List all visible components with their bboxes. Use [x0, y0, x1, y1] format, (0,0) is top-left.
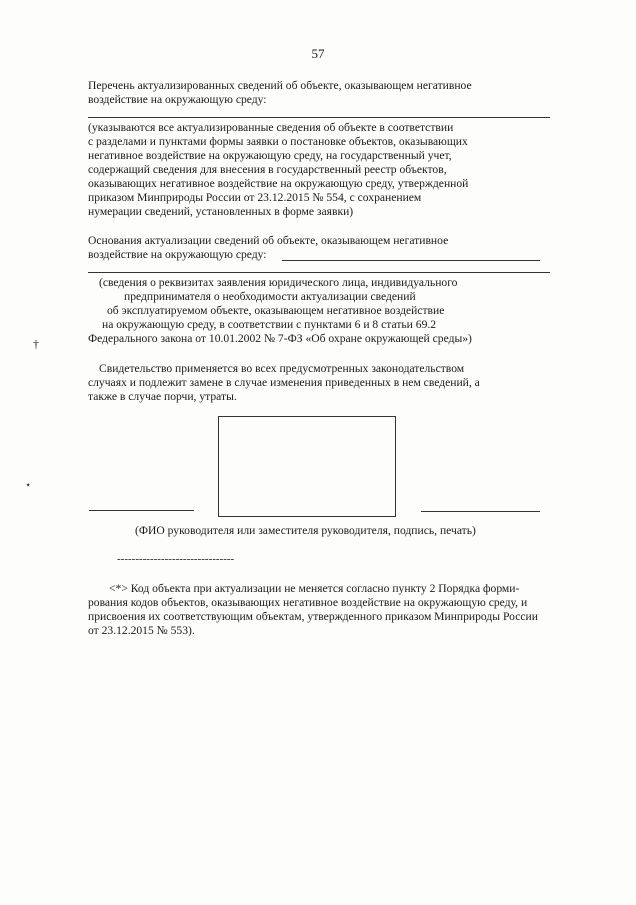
section2-line2: воздействие на окружающую среду: [88, 248, 267, 261]
signature-caption: (ФИО руководителя или заместителя руководителя, подпись, печать) [135, 524, 476, 537]
note1-line: приказом Минприроды России от 23.12.2015 № 554, с сохранением [88, 191, 422, 204]
section2-inline-fill-line [282, 260, 540, 261]
note2-line: предпринимателя о необходимости актуализации сведений [124, 290, 416, 303]
note2-line: Федерального закона от 10.01.2002 № 7-ФЗ «Об охране окружающей среды») [88, 332, 472, 345]
certificate-line: Свидетельство применяется во всех предусмотренных законодательством [99, 362, 465, 375]
note1-line: (указываются все актуализированные сведения об объекте в соответствии [88, 121, 454, 134]
section1-fill-line [88, 117, 550, 118]
scan-speck: ⋆ [25, 480, 32, 491]
note2-line: на окружающую среду, в соответствии с пунктами 6 и 8 статьи 69.2 [102, 318, 437, 331]
note2-line: (сведения о реквизитах заявления юридического лица, индивидуального [99, 276, 458, 289]
note1-line: содержащий сведения для внесения в государственный реестр объектов, [88, 163, 447, 176]
scan-speck: † [33, 337, 39, 351]
footnote-separator: -------------------------------- [117, 553, 235, 565]
signature-line-right [421, 511, 540, 512]
footnote-line: рования кодов объектов, оказывающих негативное воздействие на окружающую среду, и [88, 596, 528, 609]
note1-line: оказывающих негативное воздействие на окружающую среду, утвержденной [88, 177, 469, 190]
certificate-line: также в случае порчи, утраты. [88, 390, 237, 403]
note1-line: негативное воздействие на окружающую среду, на государственный учет, [88, 149, 452, 162]
section1-line2: воздействие на окружающую среду: [88, 93, 267, 106]
seal-box [218, 416, 396, 517]
note1-line: нумерации сведений, установленных в форме заявки) [88, 205, 354, 218]
footnote-line: присвоения их соответствующим объектам, утвержденного приказом Минприроды России [88, 610, 538, 623]
footnote-line: от 23.12.2015 № 553). [88, 624, 195, 637]
note1-line: с разделами и пунктами формы заявки о постановке объектов, оказывающих [88, 135, 468, 148]
signature-line-left [89, 510, 194, 511]
note2-line: об эксплуатируемом объекте, оказывающем негативное воздействие [107, 304, 445, 317]
section1-line1: Перечень актуализированных сведений об объекте, оказывающем негативное [88, 79, 472, 92]
section2-fill-line [88, 272, 550, 273]
section2-line1: Основания актуализации сведений об объекте, оказывающем негативное [88, 234, 449, 247]
footnote-line: <*> Код объекта при актуализации не меняется согласно пункту 2 Порядка форми- [109, 582, 520, 595]
certificate-line: случаях и подлежит замене в случае изменения приведенных в нем сведений, а [88, 376, 480, 389]
page-number: 57 [311, 46, 325, 61]
